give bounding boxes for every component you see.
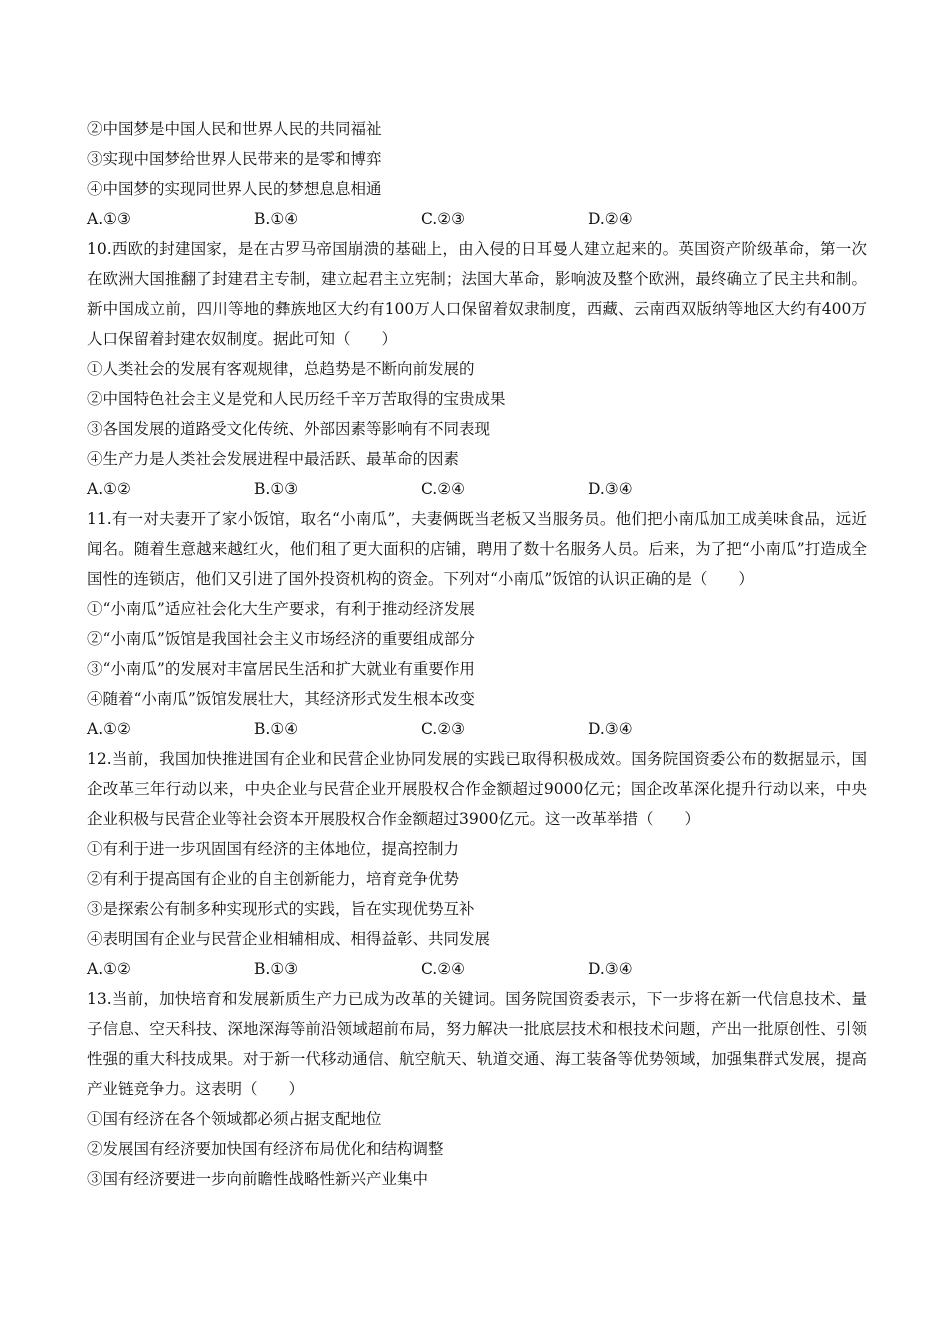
q10-answer-choices [87,474,867,504]
q12-option-2: ②有利于提高国有企业的自主创新能力，培育竞争优势 [87,870,460,888]
q10-option-3: ③各国发展的道路受文化传统、外部因素等影响有不同表现 [87,420,491,438]
q11-choice-b[interactable]: B.①④ [254,720,299,738]
exam-page [87,114,867,1194]
q10-stem: 10.西欧的封建国家，是在古罗马帝国崩溃的基础上，由入侵的日耳曼人建立起来的。英国资产阶级革命，第一次在欧洲大国推翻了封建君主专制，建立起君主立宪制；法国大革命，影响波及整个欧洲，最终确立了民主共和制。新中国成立前，四川等地的彝族地区大约有100万人口保留着奴隶制度，西藏、云南西双版纳等地区大约有400万人口保留着封建农奴制度。据此可知（ ） [87,240,867,348]
q12-answer-choices [87,954,867,984]
q9-option-4: ④中国梦的实现同世界人民的梦想息息相通 [87,180,382,198]
q11-choice-c[interactable]: C.②③ [421,720,466,738]
q11-option-4: ④随着“小南瓜”饭馆发展壮大，其经济形式发生根本改变 [87,690,475,708]
q11-stem: 11.有一对夫妻开了家小饭馆，取名“小南瓜”，夫妻俩既当老板又当服务员。他们把小南瓜加工成美味食品，远近闻名。随着生意越来越红火，他们租了更大面积的店铺，聘用了数十名服务人员。后来，为了把“小南瓜”打造成全国性的连锁店，他们又引进了国外投资机构的资金。下列对“小南瓜”饭馆的认识正确的是（ ） [87,510,867,588]
q11-choice-a[interactable]: A.①② [87,720,131,738]
q9-choice-c[interactable]: C.②③ [421,210,466,228]
q9-choice-d[interactable]: D.②④ [588,210,633,228]
q12-choice-d[interactable]: D.③④ [588,960,633,978]
q10-choice-a[interactable]: A.①② [87,480,131,498]
q10-option-4: ④生产力是人类社会发展进程中最活跃、最革命的因素 [87,450,460,468]
q10-choice-d[interactable]: D.③④ [588,480,633,498]
q12-stem: 12.当前，我国加快推进国有企业和民营企业协同发展的实践已取得积极成效。国务院国资委公布的数据显示，国企改革三年行动以来，中央企业与民营企业开展股权合作金额超过9000亿元；国企改革深化提升行动以来，中央企业积极与民营企业等社会资本开展股权合作金额超过3900亿元。这一改革举措（ ） [87,750,867,828]
q11-option-1: ①“小南瓜”适应社会化大生产要求，有利于推动经济发展 [87,600,475,618]
q10-option-2: ②中国特色社会主义是党和人民历经千辛万苦取得的宝贵成果 [87,390,506,408]
q12-option-1: ①有利于进一步巩固国有经济的主体地位，提高控制力 [87,840,460,858]
q9-answer-choices [87,204,867,234]
q13-option-3: ③国有经济要进一步向前瞻性战略性新兴产业集中 [87,1170,429,1188]
q13-stem: 13.当前，加快培育和发展新质生产力已成为改革的关键词。国务院国资委表示，下一步将在新一代信息技术、量子信息、空天科技、深地深海等前沿领域超前布局，努力解决一批底层技术和根技术问题，产出一批原创性、引领性强的重大科技成果。对于新一代移动通信、航空航天、轨道交通、海工装备等优势领域，加强集群式发展，提高产业链竞争力。这表明（ ） [87,990,867,1098]
q13-option-2: ②发展国有经济要加快国有经济布局优化和结构调整 [87,1140,444,1158]
q10-choice-c[interactable]: C.②④ [421,480,466,498]
q9-choice-a[interactable]: A.①③ [87,210,131,228]
q11-option-3: ③“小南瓜”的发展对丰富居民生活和扩大就业有重要作用 [87,660,475,678]
q12-choice-b[interactable]: B.①③ [254,960,299,978]
q12-choice-c[interactable]: C.②④ [421,960,466,978]
q9-choice-b[interactable]: B.①④ [254,210,299,228]
q12-option-4: ④表明国有企业与民营企业相辅相成、相得益彰、共同发展 [87,930,491,948]
q9-option-2: ②中国梦是中国人民和世界人民的共同福祉 [87,120,382,138]
q11-option-2: ②“小南瓜”饭馆是我国社会主义市场经济的重要组成部分 [87,630,475,648]
q10-choice-b[interactable]: B.①③ [254,480,299,498]
q12-choice-a[interactable]: A.①② [87,960,131,978]
q13-option-1: ①国有经济在各个领域都必须占据支配地位 [87,1110,382,1128]
q11-answer-choices [87,714,867,744]
q10-option-1: ①人类社会的发展有客观规律，总趋势是不断向前发展的 [87,360,475,378]
q11-choice-d[interactable]: D.③④ [588,720,633,738]
q9-option-3: ③实现中国梦给世界人民带来的是零和博弈 [87,150,382,168]
q12-option-3: ③是探索公有制多种实现形式的实践，旨在实现优势互补 [87,900,475,918]
